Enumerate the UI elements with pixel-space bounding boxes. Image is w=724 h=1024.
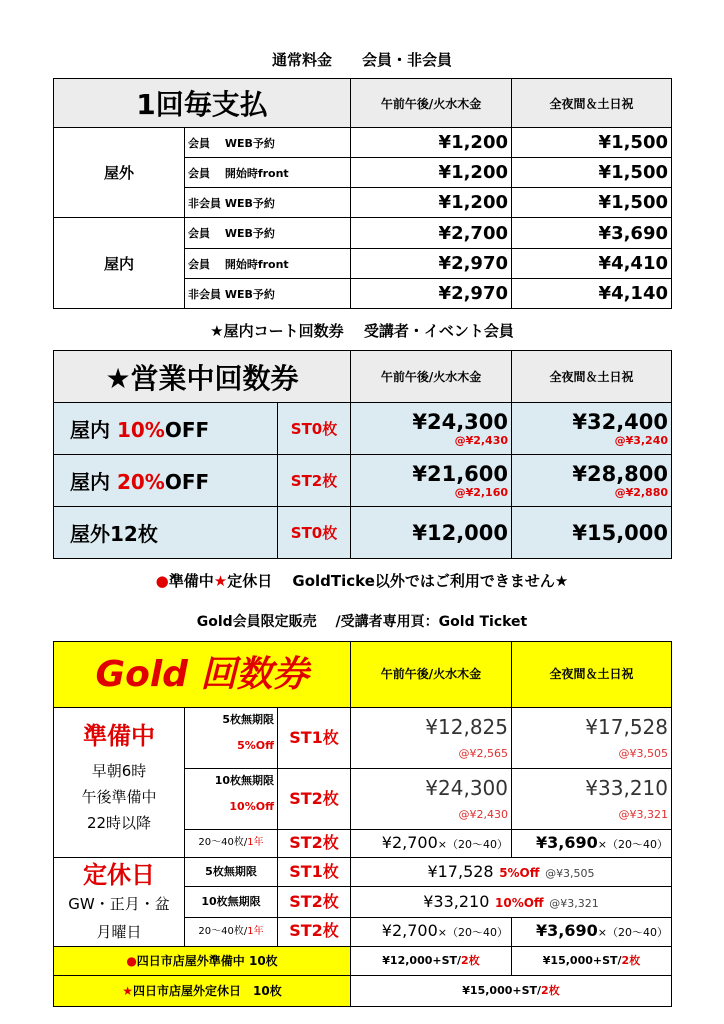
- desc-part: 20〜40枚/: [198, 837, 248, 849]
- ticket-desc: 5枚無期限: [185, 858, 278, 887]
- price-part: ¥12,000+ST/: [382, 954, 462, 968]
- col-weekday-header: 午前午後/火水木金: [351, 642, 512, 708]
- red-star-icon: ★: [213, 572, 228, 590]
- row-type: 会員 開始時front: [185, 158, 351, 188]
- prep-block: [54, 708, 185, 858]
- st-count: ST0枚: [278, 403, 351, 455]
- price-part: ¥33,210: [423, 891, 490, 911]
- price-weekday-cell: [351, 403, 512, 455]
- price-weekday: [351, 917, 512, 946]
- gold-ticket-table: [53, 641, 672, 1007]
- table-row: [54, 403, 672, 455]
- ticket-desc-cell: [185, 769, 278, 830]
- st-count: ST1枚: [278, 858, 351, 887]
- notice-line: [0, 570, 724, 591]
- table-row: [54, 455, 672, 507]
- price-weekend-cell: [512, 769, 672, 830]
- ticket-desc: 5枚無期限: [222, 713, 274, 726]
- unit-price: @¥2,430: [454, 434, 509, 447]
- price-weekday: ¥12,825: [425, 714, 508, 739]
- caption-regular-fee: 通常料金 会員・非会員: [271, 51, 452, 69]
- ticket-desc: 10枚無期限: [185, 887, 278, 917]
- price-weekday: ¥2,970: [351, 279, 512, 309]
- st-count: ST2枚: [278, 830, 351, 858]
- price-weekday: ¥24,300: [412, 410, 509, 434]
- red-dot-icon: ●: [155, 572, 169, 590]
- desc-period: 1年: [247, 837, 264, 849]
- notice-part: 準備中: [168, 572, 214, 590]
- prep-line: 午後準備中: [81, 788, 157, 806]
- price-weekend: ¥28,800: [572, 462, 669, 486]
- price-weekday: ¥21,600: [412, 462, 509, 486]
- price-weekend: ¥32,400: [572, 410, 669, 434]
- coupon-label: 屋外12枚: [54, 507, 278, 559]
- row-type: 会員 WEB予約: [185, 218, 351, 249]
- prep-line: 早朝6時: [91, 762, 147, 780]
- label-part: 四日市店屋外準備中 10枚: [136, 953, 278, 968]
- st-count: ST0枚: [278, 507, 351, 559]
- desc-part: 20〜40枚/: [198, 925, 248, 937]
- indoor-label: 屋内: [54, 218, 185, 309]
- unit-price: @¥2,160: [454, 486, 509, 499]
- caption-gold: Gold会員限定販売 /受講者専用頁：Gold Ticket: [196, 614, 528, 630]
- price-weekday: ¥1,200: [351, 158, 512, 188]
- yokkaichi-closed-price: [351, 976, 672, 1007]
- price-weekday: ¥1,200: [351, 128, 512, 158]
- price-weekday: ¥12,000: [351, 507, 512, 559]
- st-count: ST2枚: [278, 887, 351, 917]
- closed-title: 定休日: [83, 861, 155, 889]
- price-weekend-cell: [512, 403, 672, 455]
- col-weekday-header: 午前午後/火水木金: [351, 79, 512, 128]
- price-part: ×（20〜40）: [437, 838, 508, 852]
- table-row: [54, 976, 672, 1007]
- desc-period: 1年: [247, 925, 264, 937]
- price-part: ×（20〜40）: [597, 926, 668, 940]
- price-part: ×（20〜40）: [437, 926, 508, 940]
- off-rate: 10%Off: [229, 799, 274, 813]
- unit-price: @¥2,430: [458, 807, 508, 821]
- price-weekend: ¥15,000: [512, 507, 672, 559]
- price-part: 2枚: [541, 984, 560, 998]
- price-weekday: [351, 830, 512, 858]
- price-weekend-cell: [512, 708, 672, 769]
- unit-price: @¥3,505: [545, 866, 595, 880]
- price-weekday: ¥2,700: [351, 218, 512, 249]
- label-part: 屋内: [70, 470, 117, 494]
- st-count: ST1枚: [278, 708, 351, 769]
- price-weekend: ¥17,528: [585, 714, 668, 739]
- per-visit-title: 1回毎支払: [54, 79, 351, 128]
- price-weekday: ¥2,970: [351, 249, 512, 279]
- price-weekday: ¥1,200: [351, 188, 512, 218]
- price-weekday-cell: [351, 708, 512, 769]
- price-part: ¥15,000+ST/: [462, 984, 542, 998]
- ticket-desc: 10枚無期限: [214, 774, 274, 787]
- price-part: ¥3,690: [536, 921, 598, 941]
- off-rate: 5%Off: [499, 865, 540, 880]
- price-weekend: [512, 830, 672, 858]
- closed-line: 月曜日: [96, 923, 142, 941]
- st-count: ST2枚: [278, 917, 351, 946]
- st-count: ST2枚: [278, 769, 351, 830]
- row-type: 非会員 WEB予約: [185, 188, 351, 218]
- yokkaichi-prep-label: [54, 947, 351, 976]
- price-weekday: [351, 947, 512, 976]
- discount-percent: 20%: [116, 470, 165, 494]
- red-star-icon: ★: [122, 983, 134, 998]
- ticket-desc: [185, 830, 278, 858]
- table-row: [54, 708, 672, 769]
- st-count: ST2枚: [278, 455, 351, 507]
- price-weekend: ¥33,210: [585, 775, 668, 800]
- price-part: 2枚: [461, 954, 480, 968]
- coupon-title: ★営業中回数券: [54, 351, 351, 403]
- per-visit-table: [53, 78, 672, 309]
- table-row: [54, 507, 672, 559]
- price-weekend: ¥1,500: [512, 158, 672, 188]
- discount-percent: 10%: [116, 418, 165, 442]
- price-part: ¥2,700: [381, 921, 438, 941]
- notice-part: 定休日 GoldTicke以外ではご利用できません★: [227, 572, 569, 590]
- unit-price: @¥3,321: [549, 896, 599, 910]
- price-weekend: [512, 917, 672, 946]
- off-rate: 10%Off: [495, 895, 544, 910]
- table-row: [54, 947, 672, 976]
- col-weekend-header: 全夜間＆土日祝: [512, 351, 672, 403]
- price-weekday: ¥24,300: [425, 775, 508, 800]
- prep-title: 準備中: [83, 722, 155, 750]
- row-type: 非会員 WEB予約: [185, 279, 351, 309]
- label-part: OFF: [164, 470, 210, 494]
- price-part: 2枚: [621, 954, 641, 968]
- off-rate: 5%Off: [237, 738, 274, 752]
- table-row: [54, 128, 672, 158]
- price-part: ¥15,000+ST/: [542, 954, 622, 968]
- unit-price: @¥3,505: [618, 746, 668, 760]
- coupon-label: [54, 455, 278, 507]
- label-part: 屋内: [70, 418, 117, 442]
- prep-line: 22時以降: [86, 814, 152, 832]
- price-weekend-cell: [512, 455, 672, 507]
- caption-indoor-tickets: ★屋内コート回数券 受講者・イベント会員: [210, 322, 514, 340]
- label-part: OFF: [164, 418, 210, 442]
- label-part: 四日市店屋外定休日 10枚: [133, 983, 282, 998]
- price-weekend: [512, 947, 672, 976]
- closed-block: [54, 858, 185, 947]
- ticket-desc-cell: [185, 708, 278, 769]
- closed-price: [351, 858, 672, 887]
- unit-price: @¥2,565: [458, 746, 508, 760]
- unit-price: @¥3,240: [614, 434, 669, 447]
- col-weekday-header: 午前午後/火水木金: [351, 351, 512, 403]
- red-dot-icon: ●: [126, 953, 137, 968]
- ticket-desc: [185, 917, 278, 946]
- price-weekend: ¥3,690: [512, 218, 672, 249]
- closed-line: GW・正月・盆: [68, 895, 170, 913]
- gold-title: Gold 回数券: [54, 642, 351, 708]
- col-weekend-header: 全夜間＆土日祝: [512, 642, 672, 708]
- table-row: [54, 218, 672, 249]
- price-part: ¥17,528: [427, 861, 494, 881]
- coupon-label: [54, 403, 278, 455]
- price-weekday-cell: [351, 769, 512, 830]
- col-weekend-header: 全夜間＆土日祝: [512, 79, 672, 128]
- price-weekend: ¥4,410: [512, 249, 672, 279]
- price-weekday-cell: [351, 455, 512, 507]
- unit-price: @¥3,321: [618, 807, 668, 821]
- row-type: 会員 開始時front: [185, 249, 351, 279]
- table-row: [54, 858, 672, 887]
- outdoor-label: 屋外: [54, 128, 185, 218]
- yokkaichi-closed-label: [54, 976, 351, 1007]
- unit-price: @¥2,880: [614, 486, 669, 499]
- row-type: 会員 WEB予約: [185, 128, 351, 158]
- price-part: ×（20〜40）: [597, 838, 668, 852]
- closed-price: [351, 887, 672, 917]
- price-part: ¥2,700: [381, 833, 438, 853]
- price-weekend: ¥4,140: [512, 279, 672, 309]
- coupon-table: [53, 350, 672, 559]
- price-weekend: ¥1,500: [512, 188, 672, 218]
- price-part: ¥3,690: [536, 833, 598, 853]
- price-weekend: ¥1,500: [512, 128, 672, 158]
